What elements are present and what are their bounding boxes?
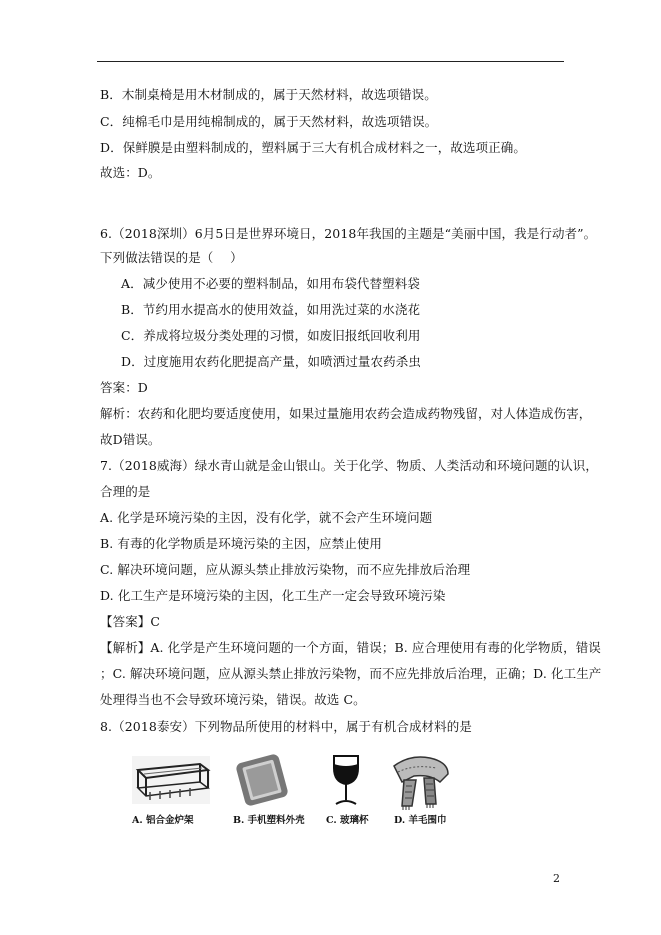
question-6-answer: 答案：D: [100, 380, 148, 395]
question-6-analysis: 故D错误。: [100, 432, 161, 447]
question-7-stem: 合理的是: [100, 484, 151, 499]
question-7-answer: 【答案】C: [100, 614, 161, 629]
question-7-option: D. 化工生产是环境污染的主因，化工生产一定会导致环境污染: [100, 588, 446, 603]
question-6-stem: 6.（2018深圳）6月5日是世界环境日，2018年我国的主题是“美丽中国，我是行动者”。: [100, 226, 597, 241]
question-7-option: C. 解决环境问题，应从源头禁止排放污染物，而不应先排放后治理: [100, 562, 471, 577]
glass-cup-image: [328, 752, 364, 808]
question-6-option: B．节约用水提高水的使用效益，如用洗过菜的水浇花: [121, 302, 421, 317]
question-7-option: A. 化学是环境污染的主因，没有化学，就不会产生环境问题: [100, 510, 433, 525]
text-line: C．纯棉毛巾是用纯棉制成的，属于天然材料，故选项错误。: [100, 114, 438, 129]
header-rule: [97, 61, 564, 62]
page-number: 2: [553, 872, 560, 885]
figure-label-d: D. 羊毛围巾: [394, 815, 447, 826]
question-6-analysis: 解析：农药和化肥均要适度使用，如果过量施用农药会造成药物残留，对人体造成伤害，: [100, 406, 592, 421]
text-line: D．保鲜膜是由塑料制成的，塑料属于三大有机合成材料之一，故选项正确。: [100, 140, 526, 155]
question-6-stem: 下列做法错误的是（ ）: [100, 250, 243, 265]
stove-rack-image: [130, 752, 212, 808]
question-7-option: B. 有毒的化学物质是环境污染的主因，应禁止使用: [100, 536, 383, 551]
question-8-stem: 8.（2018泰安）下列物品所使用的材料中，属于有机合成材料的是: [100, 719, 472, 734]
question-7-analysis: 处理得当也不会导致环境污染，错误。故选 C。: [100, 692, 366, 707]
question-6-option: A．减少使用不必要的塑料制品，如用布袋代替塑料袋: [121, 276, 420, 291]
wool-scarf-image: [390, 752, 452, 812]
question-7-analysis: ；C. 解决环境问题，应从源头禁止排放污染物，而不应先排放后治理，正确；D. 化工生产: [100, 666, 602, 681]
question-6-option: C．养成将垃圾分类处理的习惯，如废旧报纸回收利用: [121, 328, 421, 343]
figure-label-b: B. 手机塑料外壳: [233, 815, 305, 826]
question-6-option: D．过度施用农药化肥提高产量，如喷洒过量农药杀虫: [121, 354, 421, 369]
text-line: B．木制桌椅是用木材制成的，属于天然材料，故选项错误。: [100, 87, 437, 102]
question-7-stem: 7.（2018威海）绿水青山就是金山银山。关于化学、物质、人类活动和环境问题的认识，: [100, 458, 598, 473]
text-line: 故选：D。: [100, 165, 161, 180]
question-7-analysis: 【解析】A. 化学是产生环境问题的一个方面，错误；B. 应合理使用有毒的化学物质，错误: [100, 640, 601, 655]
figure-label-c: C. 玻璃杯: [326, 815, 369, 826]
figure-label-a: A. 铝合金炉架: [132, 815, 194, 826]
phone-case-image: [234, 752, 290, 808]
